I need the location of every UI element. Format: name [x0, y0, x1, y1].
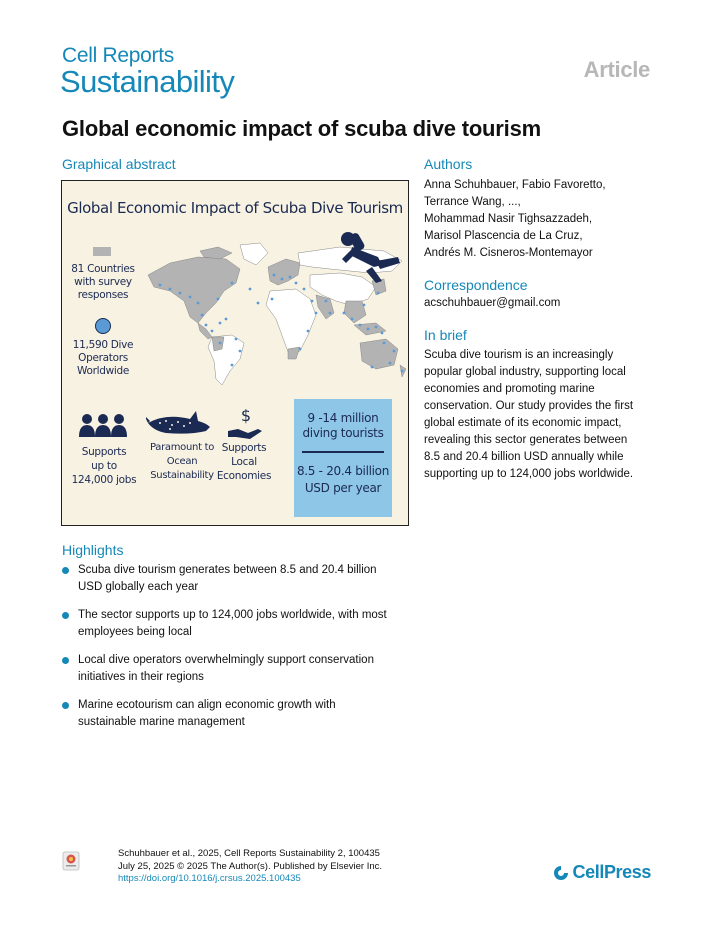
highlight-line: initiatives in their regions	[78, 671, 204, 683]
bullet-icon	[62, 567, 69, 574]
in-brief-line: revealing this sector generates between	[424, 434, 628, 446]
svg-text:$: $	[240, 407, 252, 425]
usd-stat-line: 8.5 - 20.4 billion	[296, 464, 390, 478]
tourists-stat-line: diving tourists	[302, 426, 384, 440]
author-line: Mohammad Nasir Tighsazzadeh,	[424, 213, 593, 225]
authors-heading: Authors	[424, 156, 473, 172]
in-brief-text	[424, 347, 674, 483]
survey-legend-label	[66, 263, 140, 302]
in-brief-line: global estimate of its economic impact,	[424, 417, 622, 429]
bullet-icon	[62, 612, 69, 619]
in-brief-line: 8.5 and 20.4 billion USD annually while	[424, 451, 624, 463]
usd-stat-line: USD per year	[304, 481, 382, 495]
highlight-line: sustainable marine management	[78, 716, 245, 728]
ocean-label-line: Paramount to	[149, 442, 215, 453]
journal-name-line2: Sustainability	[60, 64, 235, 99]
survey-legend-line: responses	[77, 289, 129, 301]
author-line: Anna Schuhbauer, Fabio Favoretto,	[424, 179, 606, 191]
author-line: Marisol Plascencia de La Cruz,	[424, 230, 583, 242]
in-brief-line: popular global industry, supporting local	[424, 366, 626, 378]
operators-legend-label	[66, 339, 140, 378]
whale-shark-icon	[146, 409, 214, 439]
graphical-abstract-title: Global Economic Impact of Scuba Dive Tourism	[67, 199, 403, 217]
publication-date-line: July 25, 2025 © 2025 The Author(s). Published by Elsevier Inc.	[118, 860, 383, 872]
ocean-label-line: Sustainability	[150, 470, 214, 481]
stats-box	[294, 399, 392, 517]
correspondence-email[interactable]: acschuhbauer@gmail.com	[424, 297, 561, 309]
highlight-item	[62, 697, 422, 731]
highlight-item	[62, 652, 422, 686]
stats-divider	[302, 451, 384, 453]
highlight-line: Local dive operators overwhelmingly support conservation	[78, 654, 374, 666]
in-brief-line: Scuba dive tourism is an increasingly	[424, 349, 614, 361]
publisher-name: CellPress	[572, 862, 651, 882]
in-brief-line: supporting up to 124,000 jobs worldwide.	[424, 468, 634, 480]
publisher-logo	[552, 862, 651, 883]
economy-label-line: Economies	[216, 470, 272, 482]
highlight-line: The sector supports up to 124,000 jobs worldwide, with most	[78, 609, 387, 621]
in-brief-line: economies and promoting marine	[424, 383, 595, 395]
survey-legend-line: 81 Countries	[71, 263, 135, 275]
correspondence-heading: Correspondence	[424, 277, 528, 293]
author-line: Andrés M. Cisneros-Montemayor	[424, 247, 593, 259]
in-brief-line: conservation. Our study provides the first	[424, 400, 634, 412]
in-brief-heading: In brief	[424, 327, 467, 343]
doi-link[interactable]: https://doi.org/10.1016/j.crsus.2025.100435	[118, 873, 301, 884]
operators-legend-line: Worldwide	[76, 365, 130, 377]
operators-legend-line: 11,590 Dive	[72, 339, 134, 351]
graphical-abstract-image	[61, 180, 409, 526]
economy-label	[214, 441, 274, 483]
jobs-label	[68, 445, 140, 487]
economy-label-line: Supports	[221, 442, 267, 454]
survey-legend-swatch	[93, 247, 111, 256]
highlight-line: Scuba dive tourism generates between 8.5 and 20.4 billion	[78, 564, 377, 576]
operators-legend-dot	[95, 318, 111, 334]
jobs-label-line: up to	[91, 460, 117, 472]
ocean-label	[146, 441, 218, 483]
bullet-icon	[62, 657, 69, 664]
highlight-item	[62, 562, 422, 596]
jobs-label-line: 124,000 jobs	[71, 474, 137, 486]
highlight-line: Marine ecotourism can align economic growth with	[78, 699, 336, 711]
diver-icon	[338, 227, 402, 287]
tourists-stat-line: 9 -14 million	[307, 411, 379, 425]
money-hand-icon	[226, 407, 266, 441]
ocean-label-line: Ocean	[166, 456, 198, 467]
authors-list	[424, 177, 664, 262]
highlight-line: employees being local	[78, 626, 192, 638]
highlights-heading: Highlights	[62, 542, 124, 558]
article-type-label: Article	[583, 57, 650, 82]
highlight-line: USD globally each year	[78, 581, 199, 593]
citation-line: Schuhbauer et al., 2025, Cell Reports Sustainability 2, 100435	[118, 848, 380, 859]
jobs-label-line: Supports	[81, 446, 127, 458]
usd-stat	[294, 463, 392, 497]
bullet-icon	[62, 702, 69, 709]
citation-block	[118, 848, 382, 886]
survey-legend-line: with survey	[74, 276, 132, 288]
people-icon	[78, 413, 128, 437]
operators-legend-line: Operators	[78, 352, 128, 364]
graphical-abstract-heading: Graphical abstract	[62, 156, 176, 172]
author-line: Terrance Wang, ...,	[424, 196, 521, 208]
highlights-list	[62, 562, 422, 742]
check-for-updates-icon[interactable]	[62, 851, 80, 871]
highlight-item	[62, 607, 422, 641]
cellpress-icon	[552, 864, 570, 882]
article-title: Global economic impact of scuba dive tourism	[62, 116, 541, 141]
economy-label-line: Local	[231, 456, 257, 468]
tourists-stat	[294, 411, 392, 441]
journal-name-line1: Cell Reports	[62, 44, 174, 67]
